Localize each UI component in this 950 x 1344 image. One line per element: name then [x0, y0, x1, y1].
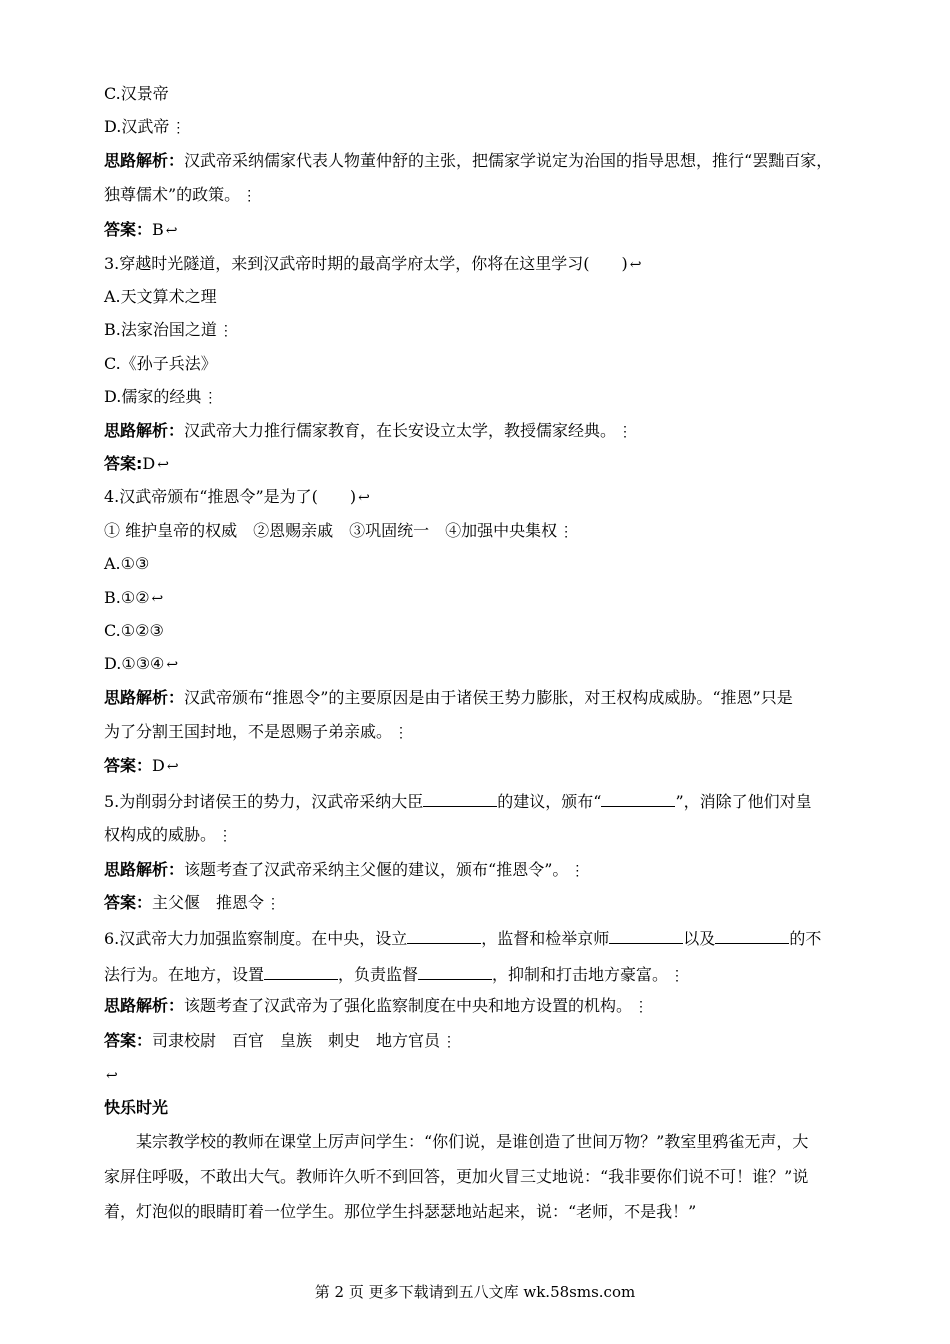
page-footer: 第 2 页 更多下载请到五八文库 wk.58sms.com	[314, 1283, 636, 1301]
question-5-line-2: 权构成的威胁。 ⋮	[104, 825, 233, 844]
q6-analysis: 思路解析：该题考查了汉武帝为了强化监察制度在中央和地方设置的机构。 ⋮	[104, 996, 649, 1015]
q3-option-a: A.天文算术之理	[104, 287, 217, 306]
return-mark-icon: ↩	[151, 591, 164, 607]
paragraph-mark-icon: ⋮	[618, 424, 633, 440]
return-mark-icon: ↩	[165, 223, 178, 239]
q4-analysis: 思路解析：汉武帝颁布“推恩令”的主要原因是由于诸侯王势力膨胀，对王权构成威胁。“推恩”只是	[104, 688, 793, 707]
return-mark-icon: ↩	[157, 457, 169, 473]
q4-analysis-2: 为了分割王国封地，不是恩赐子弟亲戚。 ⋮	[104, 722, 409, 741]
analysis-line-2: 独尊儒术”的政策。 ⋮	[104, 185, 257, 204]
question-5: 5.为削弱分封诸侯王的势力，汉武帝采纳大臣 的建议，颁布“ ”，消除了他们对皇	[104, 792, 812, 811]
story-line-3: 着，灯泡似的眼睛盯着一位学生。那位学生抖瑟瑟地站起来，说：“老师，不是我！”	[104, 1202, 697, 1221]
option-d: D.汉武帝 ⋮	[104, 117, 186, 136]
paragraph-mark-icon: ⋮	[218, 323, 233, 339]
paragraph-mark-icon: ⋮	[394, 725, 409, 741]
question-6-line-2: 法行为。在地方，设置 ，负责监督 ，抑制和打击地方豪富。 ⋮	[104, 965, 685, 984]
fill-blank	[609, 927, 683, 944]
paragraph-mark-icon: ⋮	[559, 524, 574, 540]
q3-answer: 答案:D ↩	[104, 454, 169, 473]
question-4: 4.汉武帝颁布“推恩令”是为了( ) ↩	[104, 487, 370, 506]
paragraph-mark-icon: ⋮	[203, 390, 218, 406]
story-line-1: 某宗教学校的教师在课堂上厉声问学生：“你们说，是谁创造了世间万物？”教室里鸦雀无声，大	[136, 1132, 809, 1151]
q4-option-a: A.①③	[104, 554, 150, 573]
q4-option-b: B.①② ↩	[104, 588, 164, 607]
paragraph-mark-icon: ⋮	[570, 863, 585, 879]
section-title: 快乐时光	[104, 1098, 169, 1117]
analysis-line: 思路解析：汉武帝采纳儒家代表人物董仲舒的主张，把儒家学说定为治国的指导思想，推行“罢黜百家，	[104, 151, 833, 170]
q3-analysis: 思路解析：汉武帝大力推行儒家教育，在长安设立太学，教授儒家经典。 ⋮	[104, 421, 633, 440]
return-mark-icon: ↩	[106, 1068, 118, 1084]
q3-option-d: D.儒家的经典 ⋮	[104, 387, 218, 406]
option-c: C.汉景帝	[104, 84, 169, 103]
paragraph-mark-icon: ⋮	[266, 896, 281, 912]
question-3: 3.穿越时光隧道，来到汉武帝时期的最高学府太学，你将在这里学习( ) ↩	[104, 254, 642, 273]
paragraph-mark-icon: ⋮	[218, 828, 233, 844]
fill-blank	[418, 963, 492, 980]
fill-blank	[715, 927, 789, 944]
return-mark-icon: ↩	[358, 490, 370, 506]
paragraph-mark-icon: ⋮	[242, 188, 257, 204]
fill-blank	[601, 790, 675, 807]
q6-answer: 答案：司隶校尉 百官 皇族 刺史 地方官员 ⋮	[104, 1031, 457, 1050]
empty-line	[104, 1065, 118, 1086]
fill-blank	[264, 963, 338, 980]
q3-option-b: B.法家治国之道 ⋮	[104, 320, 233, 339]
q4-option-d: D.①③④ ↩	[104, 654, 179, 673]
return-mark-icon: ↩	[166, 759, 179, 775]
return-mark-icon: ↩	[166, 657, 179, 673]
return-mark-icon: ↩	[629, 257, 642, 273]
q5-answer: 答案：主父偃 推恩令 ⋮	[104, 893, 281, 912]
q4-statements: ① 维护皇帝的权威 ②恩赐亲戚 ③巩固统一 ④加强中央集权 ⋮	[104, 521, 574, 540]
paragraph-mark-icon: ⋮	[670, 968, 685, 984]
story-line-2: 家屏住呼吸，不敢出大气。教师许久听不到回答，更加火冒三丈地说：“我非要你们说不可！谁？”说	[104, 1167, 809, 1186]
paragraph-mark-icon: ⋮	[171, 120, 186, 136]
q4-option-c: C.①②③	[104, 621, 164, 640]
q5-analysis: 思路解析：该题考查了汉武帝采纳主父偃的建议，颁布“推恩令”。 ⋮	[104, 860, 585, 879]
fill-blank	[407, 927, 481, 944]
paragraph-mark-icon: ⋮	[634, 999, 649, 1015]
question-6: 6.汉武帝大力加强监察制度。在中央，设立 ，监督和检举京师 以及 的不	[104, 929, 822, 948]
q3-option-c: C.《孙子兵法》	[104, 354, 217, 373]
fill-blank	[423, 790, 497, 807]
q4-answer: 答案：D ↩	[104, 756, 179, 775]
answer-line: 答案：B ↩	[104, 220, 178, 239]
paragraph-mark-icon: ⋮	[442, 1034, 457, 1050]
